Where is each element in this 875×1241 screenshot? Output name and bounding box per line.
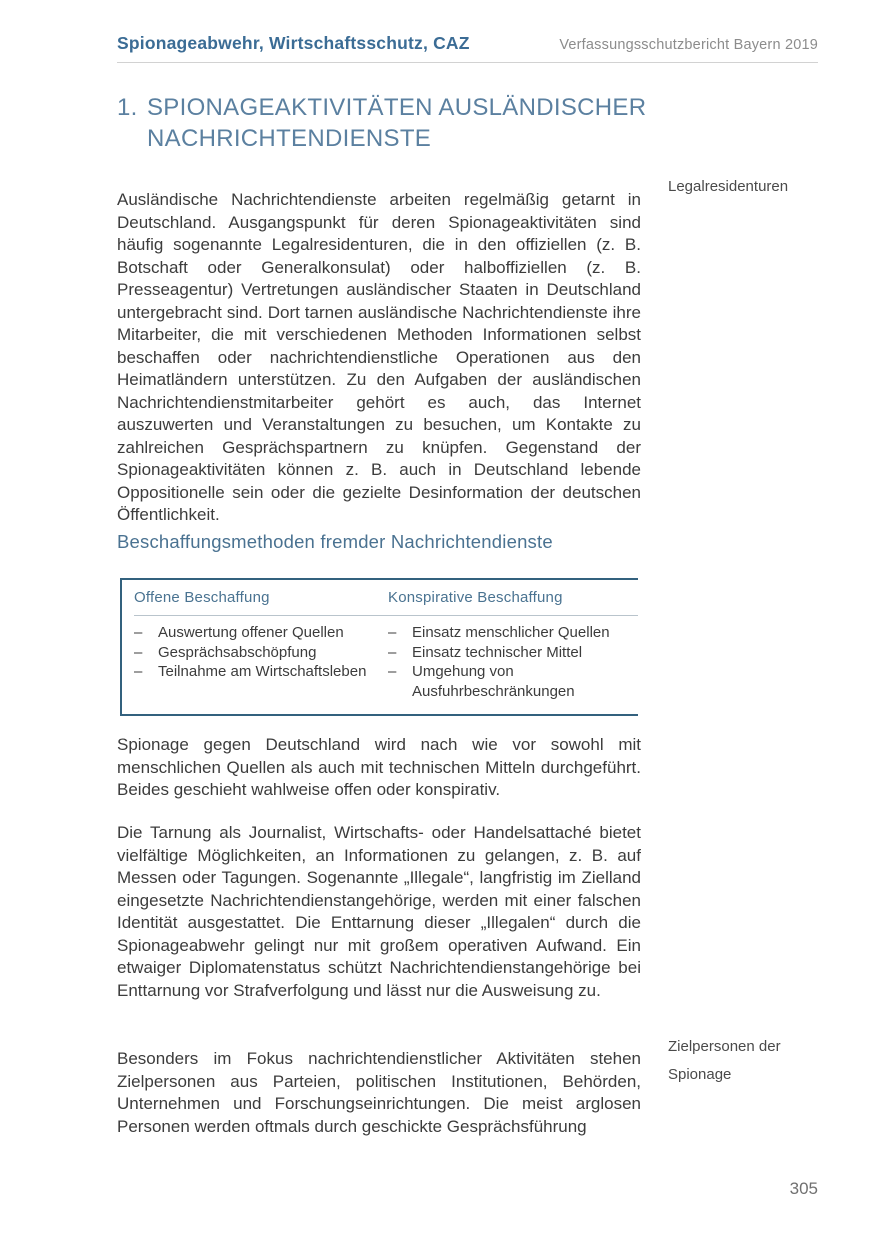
list-item: – Gesprächsabschöpfung	[134, 643, 317, 661]
table-header-offene: Offene Beschaffung	[134, 589, 270, 606]
dash-bullet: –	[134, 624, 143, 641]
dash-bullet: –	[134, 643, 143, 661]
page-number: 305	[789, 1179, 818, 1198]
running-header-right: Verfassungsschutzbericht Bayern 2019	[559, 37, 818, 53]
running-header-left: Spionageabwehr, Wirtschaftsschutz, CAZ	[117, 33, 470, 53]
table-column-offene	[134, 623, 388, 701]
paragraph-legalresidenturen: Ausländische Nachrichtendienste arbeiten regelmäßig getarnt in Deutschland. Ausgangspunkt für deren Spionageaktivitäten sind häufig sogenannte Legalresidenturen, die in den offiziellen (z. B. Botschaft oder Generalkonsulat) oder halboffiziellen (z. B. Presseagentur) Vertretungen ausländischer Staaten in Deutschland untergebracht sind. Dort tarnen ausländische Nachrichtendienste ihre Mitarbeiter, die mit verschiedenen Methoden Informationen selbst beschaffen oder nachrichtendienstliche Operationen aus den Heimatländern unterstützen. Zu den Aufgaben der ausländischen Nachrichtendienstmitarbeiter gehört es auch, das Internet auszuwerten und Veranstaltungen zu besuchen, um Kontakte zu zahlreichen Gesprächspartnern zu knüpfen. Gegenstand der Spionageaktivitäten können z. B. auch in Deutschland lebende Oppositionelle sein oder die gezielte Desinformation der deutschen Öffentlichkeit.	[117, 190, 641, 524]
header-rule	[117, 62, 818, 63]
list-item: – Einsatz technischer Mittel	[388, 643, 583, 661]
table-column-konspirative	[388, 623, 638, 701]
margin-note-zielpersonen: Zielpersonen der Spionage	[668, 1038, 781, 1083]
dash-bullet: –	[388, 643, 397, 661]
section-subheading: Beschaffungsmethoden fremder Nachrichtendienste	[117, 531, 553, 552]
margin-note-legalresidenturen: Legalresidenturen	[668, 178, 789, 195]
dash-bullet: –	[388, 663, 397, 680]
paragraph-zielpersonen: Besonders im Fokus nachrichtendienstlicher Aktivitäten stehen Zielpersonen aus Parteien, politischen Institutionen, Behörden, Unternehmen und Forschungseinrichtungen. Die meist arglosen Personen werden oftmals durch geschickte Gesprächsführung	[117, 1049, 641, 1136]
chapter-title	[117, 92, 677, 154]
chapter-title-text: SPIONAGEAKTIVITÄTEN AUSLÄNDISCHER NACHRICHTENDIENSTE	[147, 94, 647, 152]
chapter-number: 1.	[117, 94, 138, 121]
list-item: – Auswertung offener Quellen	[134, 624, 344, 641]
dash-bullet: –	[134, 663, 143, 680]
table-header-konspirative: Konspirative Beschaffung	[388, 589, 563, 606]
table-header-row	[134, 589, 638, 615]
table-body-row	[134, 623, 638, 701]
dash-bullet: –	[388, 624, 397, 641]
procurement-methods-table	[120, 578, 638, 716]
table-header-separator	[134, 615, 638, 616]
list-item: – Umgehung von Ausfuhrbeschränkungen	[388, 663, 575, 700]
paragraph-tarnung-illegale: Die Tarnung als Journalist, Wirtschafts- oder Handelsattaché bietet vielfältige Möglichkeiten, an Informationen zu gelangen, z. B. auf Messen oder Tagungen. Sogenannte „Illegale“, langfristig im Zielland eingesetzte Nachrichtendienstangehörige, werden mit einer falschen Identität ausgestattet. Die Enttarnung dieser „Illegalen“ durch die Spionageabwehr gelingt nur mit großem operativen Aufwand. Ein etwaiger Diplomatenstatus schützt Nachrichtendienstangehörige bei Enttarnung vor Strafverfolgung und lässt nur die Ausweisung zu.	[117, 823, 641, 1000]
list-item: – Teilnahme am Wirtschaftsleben	[134, 663, 367, 680]
paragraph-spionage-methoden: Spionage gegen Deutschland wird nach wie vor sowohl mit menschlichen Quellen als auch mit technischen Mitteln durchgeführt. Beides geschieht wahlweise offen oder konspirativ.	[117, 735, 641, 799]
list-item: – Einsatz menschlicher Quellen	[388, 624, 610, 641]
